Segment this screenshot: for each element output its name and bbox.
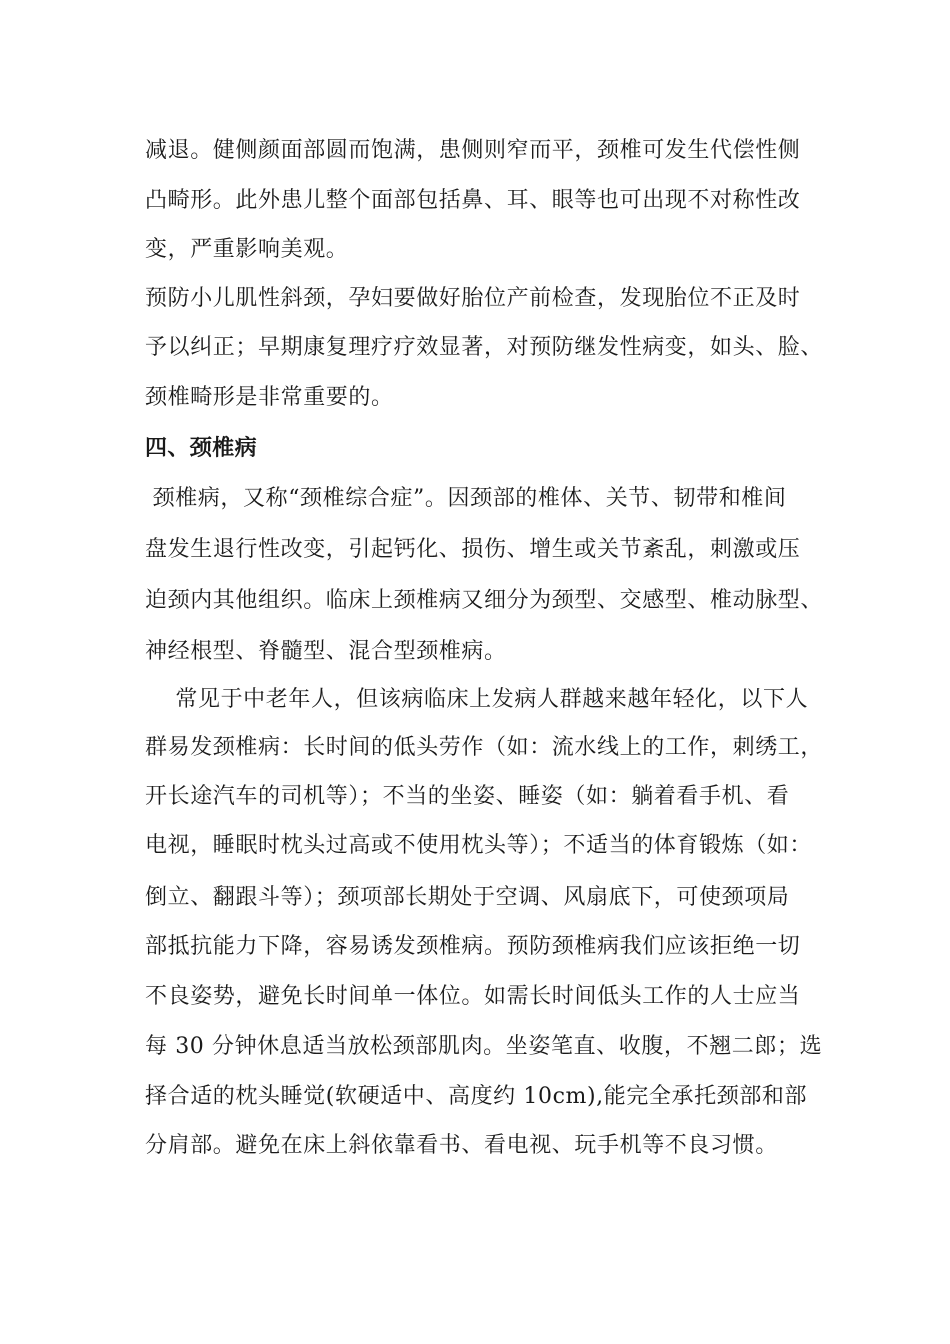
paragraph-line: 部抵抗能力下降，容易诱发颈椎病。预防颈椎病我们应该拒绝一切: [145, 934, 801, 959]
section-heading: 四、颈椎病: [145, 436, 258, 461]
paragraph-line: 颈椎畸形是非常重要的。: [145, 385, 394, 410]
paragraph-line: 神经根型、脊髓型、混合型颈椎病。: [145, 639, 507, 664]
paragraph-line: 变，严重影响美观。: [145, 237, 349, 262]
paragraph-line: 择合适的枕头睡觉(软硬适中、高度约 10cm),能完全承托颈部和部: [145, 1084, 808, 1109]
paragraph-line: 群易发颈椎病：长时间的低头劳作（如：流水线上的工作，刺绣工，: [145, 735, 824, 760]
paragraph-line: 每 30 分钟休息适当放松颈部肌肉。坐姿笔直、收腹，不翘二郎；选: [145, 1034, 823, 1059]
paragraph-line: 分肩部。避免在床上斜依靠看书、看电视、玩手机等不良习惯。: [145, 1133, 778, 1158]
paragraph-line: 凸畸形。此外患儿整个面部包括鼻、耳、眼等也可出现不对称性改: [145, 188, 801, 213]
paragraph-line: 减退。健侧颜面部圆而饱满，患侧则窄而平，颈椎可发生代偿性侧: [145, 138, 801, 163]
paragraph-line: 颈椎病，又称“颈椎综合症”。因颈部的椎体、关节、韧带和椎间: [145, 486, 787, 511]
paragraph-line: 盘发生退行性改变，引起钙化、损伤、增生或关节紊乱，刺激或压: [145, 537, 801, 562]
paragraph-line: 开长途汽车的司机等）；不当的坐姿、睡姿（如：躺着看手机、看: [145, 784, 790, 809]
paragraph-line: 电视，睡眠时枕头过高或不使用枕头等）；不适当的体育锻炼（如：: [145, 833, 813, 858]
paragraph-line: 予以纠正；早期康复理疗疗效显著，对预防继发性病变，如头、脸、: [145, 335, 824, 360]
paragraph-line: 迫颈内其他组织。临床上颈椎病又细分为颈型、交感型、椎动脉型、: [145, 588, 824, 613]
paragraph-line: 常见于中老年人，但该病临床上发病人群越来越年轻化，以下人: [145, 687, 809, 712]
paragraph-line: 预防小儿肌性斜颈，孕妇要做好胎位产前检查，发现胎位不正及时: [145, 286, 801, 311]
paragraph-line: 倒立、翻跟斗等）；颈项部长期处于空调、风扇底下，可使颈项局: [145, 885, 790, 910]
paragraph-line: 不良姿势，避免长时间单一体位。如需长时间低头工作的人士应当: [145, 984, 801, 1009]
